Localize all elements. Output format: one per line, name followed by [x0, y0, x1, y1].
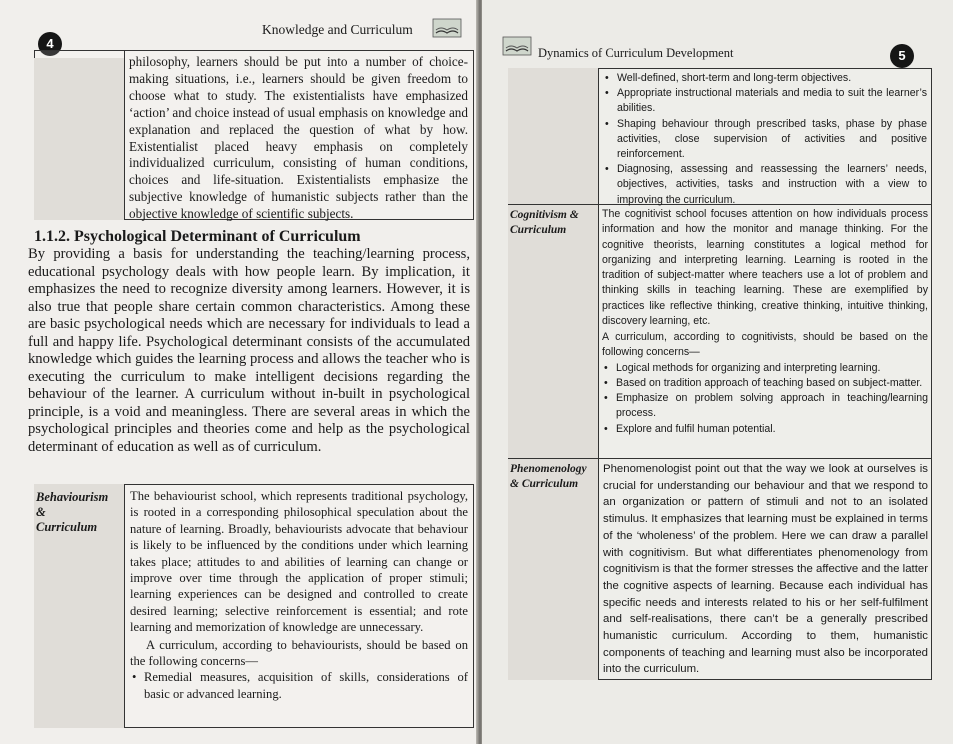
cognitivism-bullets: [602, 361, 928, 437]
page-number-badge: 5: [890, 44, 914, 68]
cognitivism-label-line2: Curriculum: [510, 224, 567, 236]
phenomenology-label-line1: Phenomenology: [510, 463, 587, 475]
list-item: • Based on tradition approach of teaching based on subject-matter.: [602, 376, 928, 391]
behaviourism-text: [130, 488, 468, 702]
running-head: Knowledge and Curriculum: [262, 22, 413, 37]
list-item: • Shaping behaviour through prescribed tasks, phase by phase activities, close supervision of activities and positive reinforcement.: [603, 117, 927, 163]
list-item: • Well-defined, short-term and long-term objectives.: [603, 71, 927, 86]
list-item: • Explore and fulfil human potential.: [602, 422, 928, 437]
box-divider: [124, 50, 125, 220]
phenomenology-text: [603, 461, 928, 678]
cognitivism-para1: The cognitivist school focuses attention on how individuals process information and how the monitor and manage thinking. For the cognitive theorists, learning constitutes a logical method for organizing and interpreting learning. Learning is rooted in the tradition of subject-matter where teachers use a lot of problem and thinking skills in teaching learning. These are exemplified by practices like reflective thinking, creative thinking, intuitive thinking, discovery learning, etc.: [602, 208, 928, 327]
body-text: By providing a basis for understanding the teaching/learning process, educational psychology deals with how people learn. By implication, it emphasizes the need to recognize diversity among learners. However, it is also true that people share certain common characteristics. Among these are basic psychological needs which are necessary for individuals to lead a full and happy life. Psychological determinant consists of the accumulated knowledge which guides the learning process and allows the teacher who is executing the curriculum to make intelligent decisions regarding the behaviour of the learner. A curriculum without in-built in psychological principle, is a void and meaningless. There are several areas in which the psychological principles and theories come and help as the psychological determinant of education as well as of curriculum.: [28, 246, 470, 456]
behaviourism-label-line1: Behaviourism: [36, 490, 109, 504]
list-item: • Remedial measures, acquisition of skills, considerations of basic or advanced learning.: [130, 669, 468, 702]
list-item: • Logical methods for organizing and interpreting learning.: [602, 361, 928, 376]
existentialism-text: philosophy, learners should be put into a number of choice-making situations, i.e., learners should be given freedom to choose what to study. The existentialists have emphasized ‘action’ and choice instead of usual emphasis on knowledge and explanation and replaced the question of what by how. Existentialist placed heavy emphasis on completely individualized curriculum, consisting of human conditions, choices and life-situation. Existentialists emphasize the subjective knowledge of humanistic subjects rather than the objective knowledge of scientific subjects.: [129, 54, 468, 222]
phenomenology-label: [510, 462, 598, 492]
right-page: [482, 0, 953, 744]
row-divider-2: [508, 458, 932, 459]
open-book-icon: [502, 36, 532, 56]
behaviourism-divider: [124, 484, 125, 728]
cognitivism-label-line1: Cognitivism &: [510, 209, 579, 221]
list-item: • Appropriate instructional materials and media to suit the learner’s abilities.: [603, 86, 927, 116]
list-item: • Diagnosing, assessing and reassessing the learners’ needs, objectives, activities, tasks and instruction with a view to improving the curriculum.: [603, 162, 927, 208]
box-label-column: [34, 58, 124, 220]
behaviourism-label-line3: Curriculum: [36, 520, 98, 534]
cognitivism-para2: A curriculum, according to cognitivists, should be based on the following concerns—: [602, 331, 928, 359]
table-label-column: [508, 68, 598, 680]
phenomenology-para1: Phenomenologist point out that the way we look at ourselves is crucial for understanding our behaviour and that we respond to an organization or pattern of stimuli and not to an isolated stimulus. It emphasizes that learning must be explained in terms of the ‘wholeness’ of the problem. Here we can draw a parallel with cognitivism. But what differentiates phenomenology from cognitivism is that the former stresses the affective and the latter the cognitive aspects of learning. Because each individual has specific needs and interests related to his or her self-fulfilment and self-realisations, there can’t be a generally prescribed humanistic curriculum. According to them, humanistic components of teaching and learning must also be incorporated into the curriculum.: [603, 463, 928, 676]
behaviourism-para1: The behaviourist school, which represents traditional psychology, is rooted in a corresponding philosophical speculation about the nature of learning. Broadly, behaviourists advocate that behaviour is likely to be influenced by the conditions under which learning takes place; attitudes to and abilities of learning can change or improve over time through the application of proper stimuli; learning experiences can be designed and controlled to create desired learning; selective reinforcement is essential; and rote learning and memorization of knowledge are unnecessary.: [130, 489, 468, 635]
page-number-badge: 4: [38, 32, 62, 56]
behaviourism-label-line2: &: [36, 505, 46, 519]
behaviourism-bullets: [130, 669, 468, 702]
behaviourism-para2: A curriculum, according to behaviourists, should be based on the following concerns—: [130, 637, 468, 669]
list-item: • Emphasize on problem solving approach in teaching/learning process.: [602, 391, 928, 422]
table-divider: [598, 68, 599, 680]
section-heading: 1.1.2. Psychological Determinant of Curriculum: [34, 228, 361, 245]
phenomenology-label-line2: & Curriculum: [510, 478, 579, 490]
behaviourism-label: [36, 490, 122, 535]
behaviourism-concerns: [603, 71, 927, 208]
open-book-icon: [432, 18, 462, 38]
cognitivism-label: [510, 208, 596, 238]
running-head: Dynamics of Curriculum Development: [538, 46, 734, 60]
cognitivism-text: [602, 207, 928, 437]
top-bullets: [603, 71, 927, 208]
